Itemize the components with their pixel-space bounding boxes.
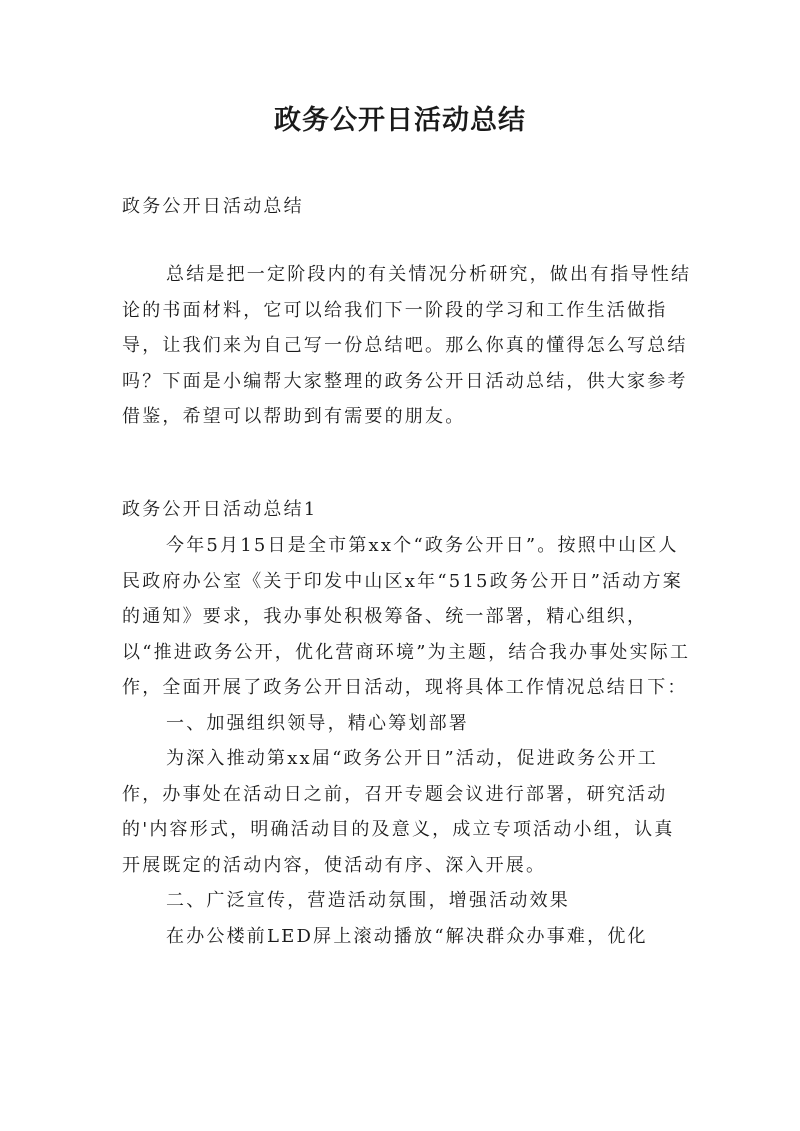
section-title-1: 政务公开日活动总结1: [122, 499, 318, 520]
body-paragraph-2: 为深入推动第xx届“政务公开日”活动，促进政务公开工作，办事处在活动日之前，召开专题会议进行部署，研究活动的'内容形式，明确活动目的及意义，成立专项活动小组，认真开展既定的活动内容，使活动有序、深入开展。: [122, 748, 675, 876]
body-paragraph-1: 今年5月15日是全市第xx个“政务公开日”。按照中山区人民政府办公室《关于印发中山区x年“515政务公开日”活动方案的通知》要求，我办事处积极筹备、统一部署，精心组织，以“推进政务公开，优化营商环境”为主题，结合我办事处实际工作，全面开展了政务公开日活动，现将具体工作情况总结日下：: [122, 535, 691, 698]
body-paragraph-3: 在办公楼前LED屏上滚动播放“解决群众办事难，优化: [166, 925, 648, 947]
body-heading-1: 一、加强组织领导，精心筹划部署: [166, 712, 469, 734]
section-body: [122, 528, 692, 954]
document-title: 政务公开日活动总结: [274, 105, 526, 136]
intro-paragraph: 总结是把一定阶段内的有关情况分析研究，做出有指导性结论的书面材料，它可以给我们下一阶段的学习和工作生活做指导，让我们来为自己写一份总结吧。那么你真的懂得怎么写总结吗？下面是小编帮大家整理的政务公开日活动总结，供大家参考借鉴，希望可以帮助到有需要的朋友。: [122, 264, 692, 427]
document-subtitle: 政务公开日活动总结: [122, 196, 304, 217]
body-heading-2: 二、广泛宣传，营造活动氛围，增强活动效果: [166, 890, 570, 911]
